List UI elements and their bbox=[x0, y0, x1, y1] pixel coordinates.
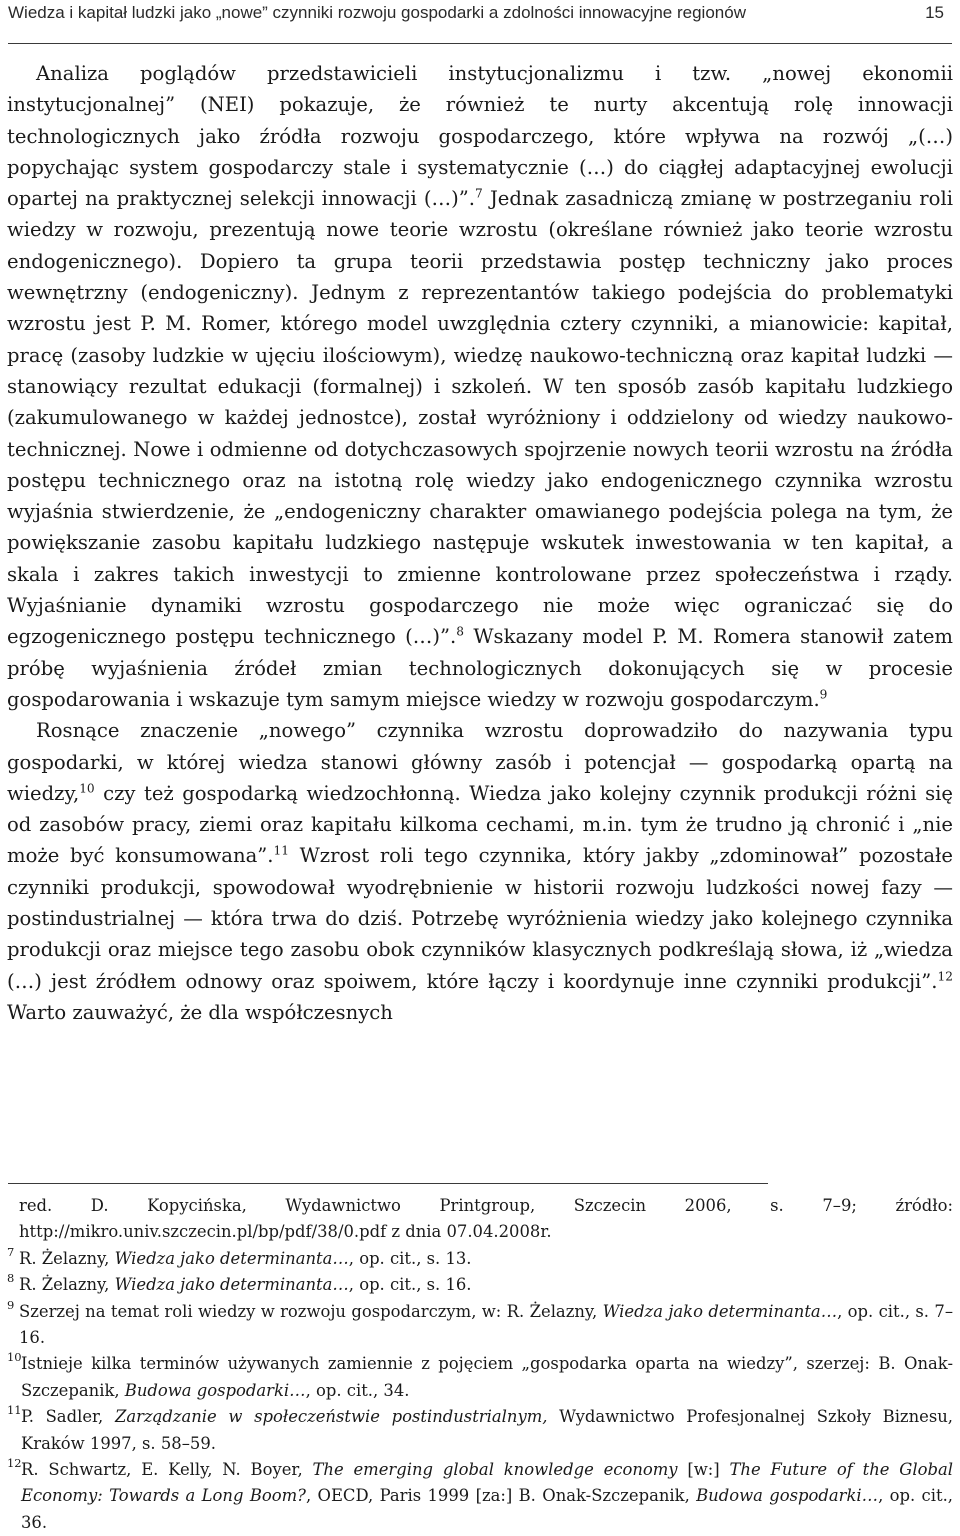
footnote-ref-11: 11 bbox=[273, 843, 289, 858]
footnote-11 bbox=[7, 1404, 953, 1457]
footnote-12 bbox=[7, 1457, 953, 1536]
footnote-title: Wiedza jako determinanta… bbox=[114, 1275, 349, 1295]
footnote-title: Wiedza jako determinanta… bbox=[114, 1248, 349, 1268]
footnote-text: R. Żelazny, bbox=[19, 1275, 115, 1295]
running-header bbox=[8, 3, 952, 33]
footnote-number: 11 bbox=[7, 1403, 22, 1418]
footnote-continuation bbox=[7, 1193, 953, 1246]
paragraph-1-text-c: Wskazany model P. M. Romera stanowił zatem próbę wyjaśnienia źródeł zmian technologicznych dokonujących się w procesie gospodarowania i wskazuje tym samym miejsce wiedzy w rozwoju gospodarczym. bbox=[7, 625, 953, 711]
footnotes bbox=[7, 1193, 953, 1536]
paragraph-1-text-b: Jednak zasadniczą zmianę w postrzeganiu roli wiedzy w rozwoju, prezentują nowe teorie wzrostu (określane również jako teorie wzrostu endogenicznego). Dopiero ta grupa teorii przedstawia postęp techniczny jako proces wewnętrzny (endogeniczny). Jednym z reprezentantów takiego podejścia do problematyki wzrostu jest P. M. Romer, którego model uwzględnia cztery czynniki, a mianowicie: kapitał, pracę (zasoby ludzkie w ujęciu ilościowym), wiedzę naukowo-techniczną oraz kapitał ludzki — stanowiący rezultat edukacji (formalnej) i szkoleń. W ten sposób zasób kapitału ludzkiego (zakumulowanego w każdej jednostce), został wyróżniony i oddzielony od wiedzy naukowo-technicznej. Nowe i odmienne od dotychczasowych spojrzenie nowych teorii wzrostu na źródła postępu technicznego oraz na istotną rolę wiedzy jako endogenicznego czynnika wzrostu wyjaśnia stwierdzenie, że „endogeniczny charakter omawianego podejścia polega na tym, że powiększanie zasobu kapitału ludzkiego następuje wskutek inwestowania w ten kapitał, a skala i zakres takich inwestycji to zmienne kontrolowane przez społeczeństwa i rządy. Wyjaśnianie dynamiki wzrostu gospodarczego nie może więc ograniczać się do egzogenicznego postępu technicznego (…)”. bbox=[7, 187, 953, 649]
footnote-ref-12: 12 bbox=[937, 969, 953, 984]
footnote-text: , op. cit., s. 7–16. bbox=[19, 1301, 954, 1348]
footnote-text: Szerzej na temat roli wiedzy w rozwoju gospodarczym, w: R. Żelazny, bbox=[19, 1301, 603, 1321]
main-body-text bbox=[7, 58, 953, 1028]
footnote-title: The emerging global knowledge economy bbox=[312, 1460, 678, 1480]
footnote-text: , op. cit., s. 16. bbox=[348, 1275, 472, 1295]
paragraph-2-text-b: czy też gospodarką wiedzochłonną. Wiedza jako kolejny czynnik produkcji różni się od zasobów pracy, ziemi oraz kapitału kilkoma cechami, m.in. tym że trudno ją chronić i „nie może być konsumowana”. bbox=[7, 781, 953, 868]
footnote-title: The Future of the Global Economy: Towards a Long Boom? bbox=[21, 1460, 953, 1506]
footnote-7 bbox=[7, 1246, 953, 1272]
footnote-title: Wiedza jako determinanta… bbox=[602, 1301, 838, 1321]
footnote-text: Istnieje kilka terminów używanych zamiennie z pojęciem „gospodarka oparta na wiedzy”, szerzej: B. Onak-Szczepanik, bbox=[21, 1354, 953, 1400]
footnote-9 bbox=[7, 1299, 953, 1352]
footnote-text: P. Sadler, bbox=[21, 1407, 115, 1427]
footnote-title: Budowa gospodarki… bbox=[124, 1380, 306, 1400]
footnote-text: , op. cit., 36. bbox=[21, 1486, 953, 1532]
footnote-number: 9 bbox=[7, 1297, 15, 1312]
paragraph-2 bbox=[7, 715, 953, 1028]
footnote-text: , OECD, Paris 1999 [za:] B. Onak-Szczepanik, bbox=[305, 1486, 697, 1506]
footnote-text: , op. cit., 34. bbox=[305, 1380, 410, 1400]
footnote-title: Zarządzanie w społeczeństwie postindustrialnym, bbox=[114, 1407, 548, 1427]
footnote-ref-7: 7 bbox=[475, 186, 483, 201]
footnote-text: [w:] bbox=[677, 1460, 730, 1480]
running-title: Wiedza i kapitał ludzki jako „nowe” czynniki rozwoju gospodarki a zdolności innowacyjne regionów bbox=[8, 3, 746, 22]
footnote-text: , op. cit., s. 13. bbox=[348, 1248, 472, 1268]
footnote-8 bbox=[7, 1272, 953, 1298]
paragraph-2-text-c: Wzrost roli tego czynnika, który jakby „zdominował” pozostałe czynniki produkcji, spowodował wyodrębnienie w historii rozwoju ludzkości nowej fazy — postindustrialnej — która trwa do dziś. Potrzebę wyróżnienia wiedzy jako kolejnego czynnika produkcji oraz miejsce tego zasobu obok czynników klasycznych podkreślają słowa, iż „wiedza (…) jest źródłem odnowy oraz spoiwem, które łączy i koordynuje inne czynniki produkcji”. bbox=[7, 844, 953, 993]
footnote-text: R. Schwartz, E. Kelly, N. Boyer, bbox=[21, 1460, 313, 1480]
footnote-title: Budowa gospodarki… bbox=[696, 1486, 879, 1506]
footnote-separator bbox=[8, 1183, 768, 1184]
paragraph-1 bbox=[7, 58, 953, 715]
footnote-text: Wydawnictwo Profesjonalnej Szkoły Biznesu, Kraków 1997, s. 58–59. bbox=[21, 1407, 954, 1453]
footnote-number: 8 bbox=[7, 1271, 15, 1286]
footnote-ref-8: 8 bbox=[456, 624, 465, 639]
footnote-number: 10 bbox=[7, 1350, 22, 1365]
footnote-ref-10: 10 bbox=[79, 781, 95, 796]
footnote-text: R. Żelazny, bbox=[19, 1248, 115, 1268]
footnote-number: 12 bbox=[7, 1456, 22, 1471]
paragraph-2-text-d: Warto zauważyć, że dla współczesnych bbox=[7, 1000, 393, 1024]
paragraph-2-text-a: Rosnące znaczenie „nowego” czynnika wzrostu doprowadziło do nazywania typu gospodarki, w której wiedza stanowi główny zasób i potencjał — gospodarką opartą na wiedzy, bbox=[7, 719, 953, 805]
footnote-ref-9: 9 bbox=[819, 687, 828, 702]
footnote-10 bbox=[7, 1351, 953, 1404]
footnote-continuation-text: red. D. Kopycińska, Wydawnictwo Printgroup, Szczecin 2006, s. 7–9; źródło: http://mikro.univ.szczecin.pl/bp/pdf/38/0.pdf z dnia 07.04.2008r. bbox=[19, 1196, 953, 1242]
footnote-number: 7 bbox=[7, 1244, 15, 1259]
page-number: 15 bbox=[925, 3, 944, 22]
paragraph-1-text-a: Analiza poglądów przedstawicieli instytucjonalizmu i tzw. „nowej ekonomii instytucjonalnej” (NEI) pokazuje, że również te nurty akcentują rolę innowacji technologicznych jako źródła rozwoju gospodarczego, które wpływa na rozwój „(…) popychając system gospodarczy stale i systematycznie (…) do ciągłej adaptacyjnej ewolucji opartej na praktycznej selekcji innowacji (…)”. bbox=[7, 62, 953, 211]
header-rule bbox=[8, 43, 952, 44]
